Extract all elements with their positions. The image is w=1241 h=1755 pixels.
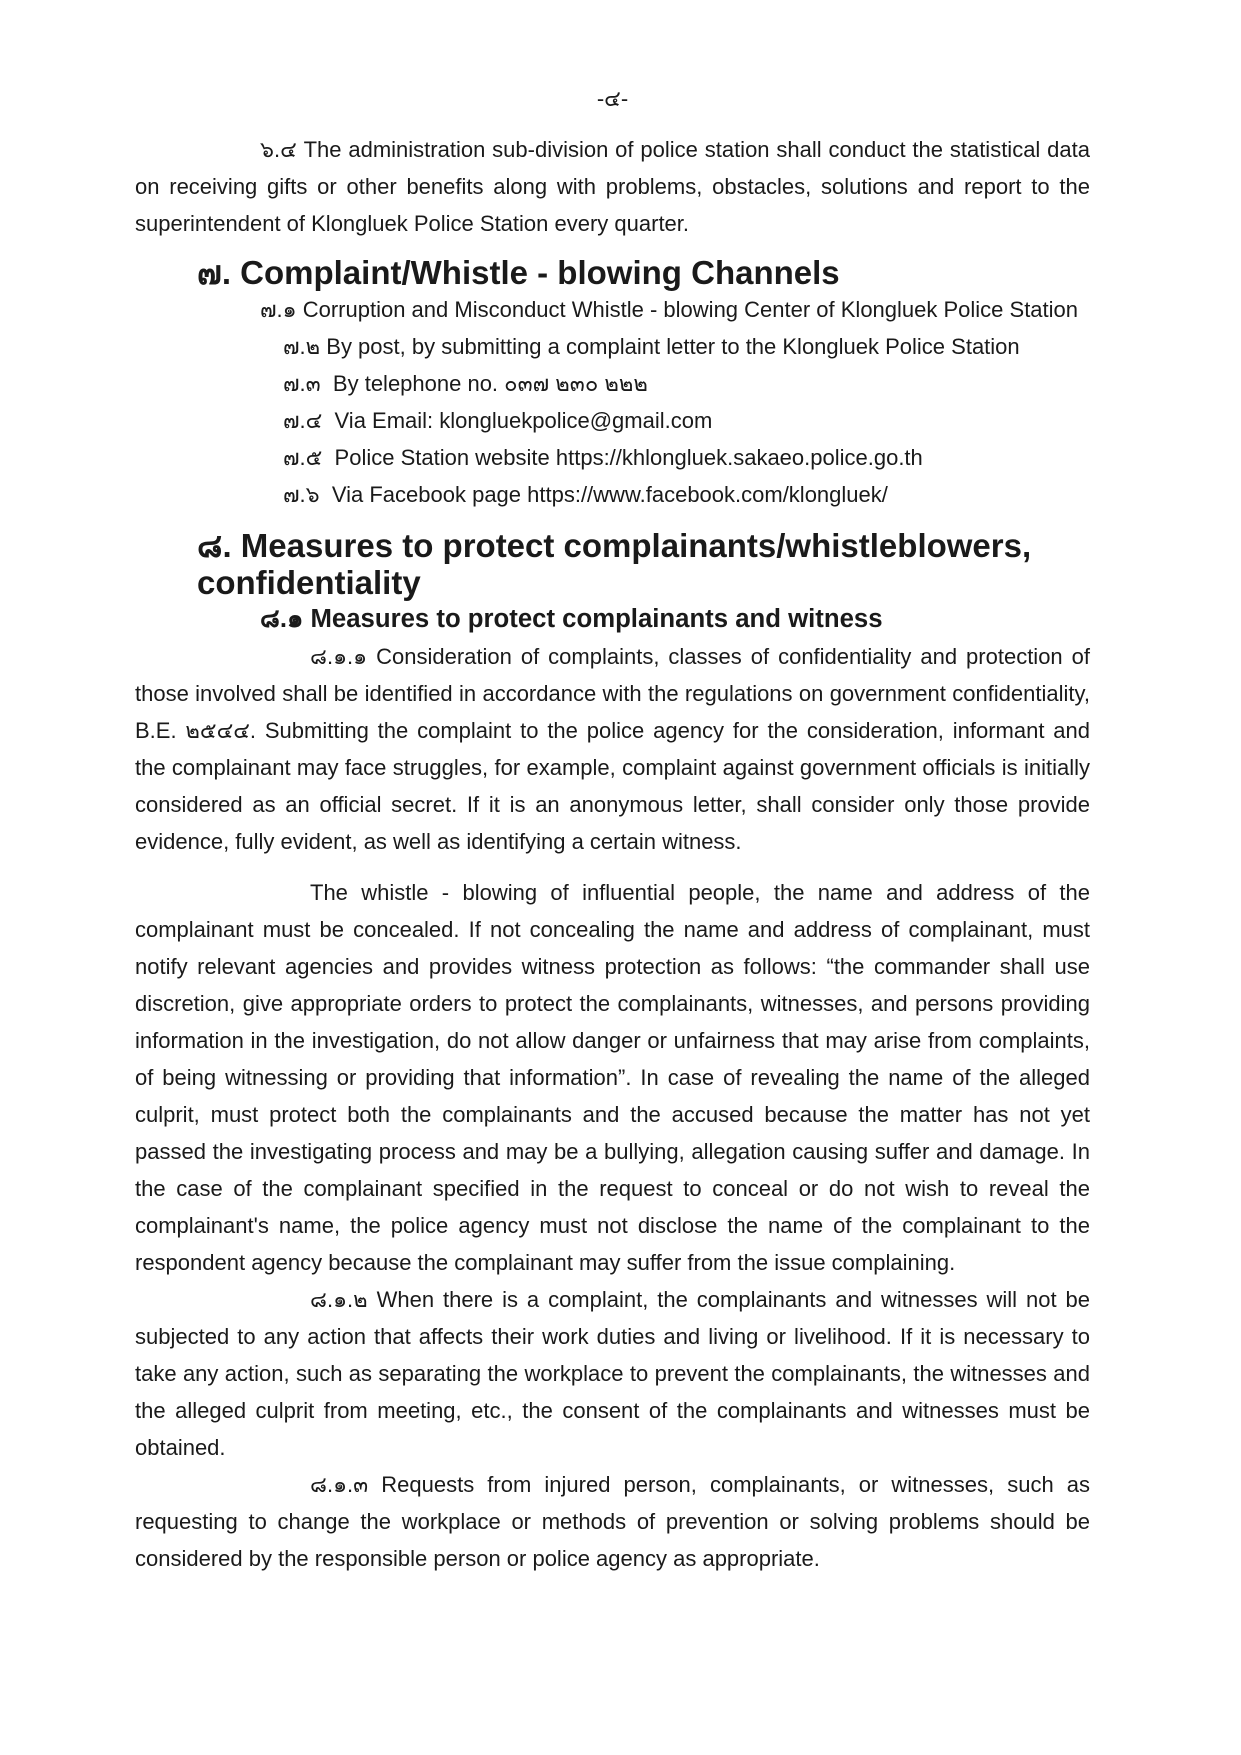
subheading-protect-complainants-witness: ๘.๑ Measures to protect complainants and witness bbox=[260, 605, 883, 633]
heading-complaint-channels: ๗. Complaint/Whistle - blowing Channels bbox=[197, 254, 840, 291]
item-7-1: ๗.๑ Corruption and Misconduct Whistle - blowing Center of Klongluek Police Station bbox=[260, 297, 1079, 322]
page-number: -๔- bbox=[596, 86, 629, 111]
item-7-4: ๗.๔ Via Email: klongluekpolice@gmail.com bbox=[283, 408, 713, 433]
heading-protection-measures: ๘. Measures to protect complainants/whistleblowers, confidentiality bbox=[197, 527, 1032, 601]
paragraph-whistle-blowing: The whistle - blowing of influential people, the name and address of the complainant must be concealed. If not concealing the name and address of complainant, must notify relevant agencies and provides witness protection as follows: “the commander shall use discretion, give appropriate orders to protect the complainants, witnesses, and persons providing information in the investigation, do not allow danger or unfairness that may arise from complaints, of being witnessing or providing that information”. In case of revealing the name of the alleged culprit, must protect both the complainants and the accused because the matter has not yet passed the investigating process and may be a bullying, allegation causing suffer and damage. In the case of the complainant specified in the request to conceal or do not wish to reveal the complainant's name, the police agency must not disclose the name of the complainant to the respondent agency because the complainant may suffer from the issue complaining. bbox=[135, 880, 1090, 1275]
paragraph-8-1-3: ๘.๑.๓ Requests from injured person, complainants, or witnesses, such as requesting to change the workplace or methods of prevention or solving problems should be considered by the responsible person or police agency as appropriate. bbox=[135, 1472, 1090, 1571]
paragraph-8-1-2: ๘.๑.๒ When there is a complaint, the complainants and witnesses will not be subjected to any action that affects their work duties and living or livelihood. If it is necessary to take any action, such as separating the workplace to prevent the complainants, the witnesses and the alleged culprit from meeting, etc., the consent of the complainants and witnesses must be obtained. bbox=[135, 1287, 1090, 1460]
item-7-3: ๗.๓ By telephone no. ๐๓๗ ๒๓๐ ๒๒๒ bbox=[283, 371, 648, 396]
item-7-2: ๗.๒ By post, by submitting a complaint letter to the Klongluek Police Station bbox=[283, 334, 1020, 359]
item-7-5: ๗.๕ Police Station website https://khlongluek.sakaeo.police.go.th bbox=[283, 445, 923, 470]
item-7-6: ๗.๖ Via Facebook page https://www.facebook.com/klongluek/ bbox=[283, 482, 888, 507]
paragraph-8-1-1: ๘.๑.๑ Consideration of complaints, classes of confidentiality and protection of those involved shall be identified in accordance with the regulations on government confidentiality, B.E. ๒๕๔๔. Submitting the complaint to the police agency for the consideration, informant and the complainant may face struggles, for example, complaint against government officials is initially considered as an official secret. If it is an anonymous letter, shall consider only those provide evidence, fully evident, as well as identifying a certain witness. bbox=[135, 644, 1090, 854]
paragraph-6-4: ๖.๔ The administration sub-division of police station shall conduct the statistical data on receiving gifts or other benefits along with problems, obstacles, solutions and report to the superintendent of Klongluek Police Station every quarter. bbox=[135, 137, 1090, 236]
